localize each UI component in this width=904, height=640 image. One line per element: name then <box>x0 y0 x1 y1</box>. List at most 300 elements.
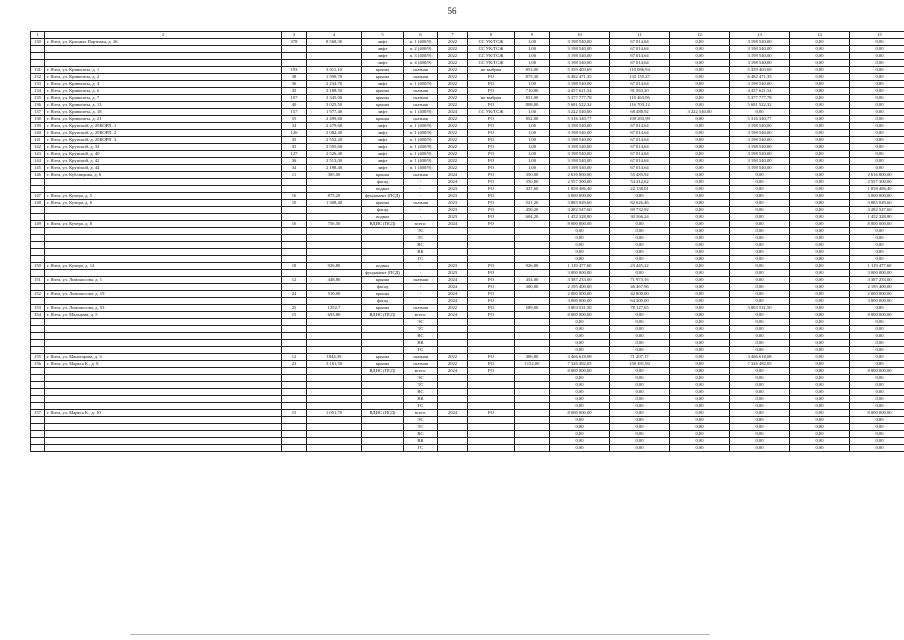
table-cell: п. 1 (400/9) <box>404 151 438 158</box>
table-cell: 2 082,40 <box>307 130 362 137</box>
table-cell <box>468 326 515 333</box>
table-cell <box>282 235 307 242</box>
table-cell: 0,00 <box>790 263 850 270</box>
table-cell: лифт <box>362 53 404 60</box>
table-cell: 55 <box>282 116 307 123</box>
table-cell: 116 703,12 <box>610 102 670 109</box>
table-cell: 0,00 <box>550 326 610 333</box>
table-cell: ТС <box>404 382 438 389</box>
table-cell: лифт <box>362 158 404 165</box>
table-cell: - <box>404 207 438 214</box>
table-cell <box>362 438 404 445</box>
table-cell: РО <box>468 144 515 151</box>
table-row <box>31 193 904 200</box>
table-cell <box>307 298 362 305</box>
table-cell: 0,00 <box>610 256 670 263</box>
table-cell <box>438 396 468 403</box>
table-cell <box>45 235 282 242</box>
table-cell: г. Ялта, ул. Кублицкова, д. 6 <box>45 172 282 179</box>
table-cell <box>307 46 362 53</box>
table-cell: 107 <box>282 95 307 102</box>
table-cell: 0,00 <box>610 431 670 438</box>
table-cell: 3 000 000,00 <box>850 270 904 277</box>
table-row <box>31 403 904 410</box>
table-cell: 1,00 <box>515 39 550 46</box>
table-cell: 67 014,64 <box>610 53 670 60</box>
table-row <box>31 200 904 207</box>
table-cell: 0,00 <box>670 291 730 298</box>
table-cell: 604,20 <box>515 214 550 221</box>
table-cell: 3 466 618,08 <box>730 354 790 361</box>
table-cell: 3 198 540,00 <box>550 39 610 46</box>
table-cell: подвал <box>362 214 404 221</box>
table-cell: 0,00 <box>550 235 610 242</box>
table-cell: 300,00 <box>515 284 550 291</box>
table-row <box>31 95 904 102</box>
table-cell: 1,00 <box>515 53 550 60</box>
table-cell: 926,80 <box>515 263 550 270</box>
table-cell: 2022 <box>438 53 468 60</box>
table-cell: лифт <box>362 60 404 67</box>
table-cell: 130 <box>31 39 45 46</box>
table-cell <box>307 368 362 375</box>
table-cell: 693,80 <box>307 312 362 319</box>
table-cell: 16 <box>282 193 307 200</box>
table-cell: 3 198 540,00 <box>730 144 790 151</box>
table-cell: 134 <box>31 88 45 95</box>
table-cell: 2024 <box>438 410 468 417</box>
table-cell <box>515 431 550 438</box>
table-cell <box>468 445 515 452</box>
table-row <box>31 340 904 347</box>
table-cell: 2022 <box>438 74 468 81</box>
table-cell <box>307 445 362 452</box>
table-cell <box>438 417 468 424</box>
table-cell: 42 800,00 <box>610 291 670 298</box>
table-row <box>31 60 904 67</box>
table-cell: 3 198 540,00 <box>550 158 610 165</box>
table-cell <box>515 403 550 410</box>
table-cell: 3 198 540,00 <box>550 81 610 88</box>
table-cell: 23 <box>282 361 307 368</box>
table-cell: 67 014,64 <box>610 81 670 88</box>
table-cell: п. 3 (400/9) <box>404 53 438 60</box>
table-cell: СС УК/ТСЖ <box>468 39 515 46</box>
table-cell: 0,00 <box>790 67 850 74</box>
table-cell: 0,00 <box>850 319 904 326</box>
table-cell: ВДИС (ПСД) <box>362 410 404 417</box>
table-cell: 2 198,40 <box>307 165 362 172</box>
table-row <box>31 424 904 431</box>
table-cell: крыша <box>362 354 404 361</box>
table-cell: РО <box>468 165 515 172</box>
table-cell: 0,00 <box>550 382 610 389</box>
table-cell: 2022 <box>438 60 468 67</box>
table-cell: 0,00 <box>790 277 850 284</box>
table-cell: 0,00 <box>790 95 850 102</box>
table-cell: 2024 <box>438 221 468 228</box>
table-cell: 0,00 <box>790 74 850 81</box>
table-cell <box>438 235 468 242</box>
table-row <box>31 137 904 144</box>
table-row <box>31 158 904 165</box>
table-cell: - <box>404 179 438 186</box>
table-cell: лифт <box>362 137 404 144</box>
table-cell: 0,00 <box>670 81 730 88</box>
table-cell <box>515 438 550 445</box>
table-cell: 0,00 <box>790 270 850 277</box>
table-cell: г. Ялта, ул. Маркса К., д. 10 <box>45 410 282 417</box>
table-cell: 0,00 <box>850 438 904 445</box>
table-cell: лифт <box>362 46 404 53</box>
table-cell: 0,00 <box>850 228 904 235</box>
table-cell <box>515 410 550 417</box>
table-cell <box>515 396 550 403</box>
table-cell: 808,00 <box>515 102 550 109</box>
table-cell: 3 198 540,00 <box>550 137 610 144</box>
table-cell <box>515 347 550 354</box>
table-cell: фасад <box>362 284 404 291</box>
table-cell <box>468 396 515 403</box>
table-cell <box>282 256 307 263</box>
table-cell <box>307 326 362 333</box>
table-cell: 0,00 <box>730 445 790 452</box>
table-cell: 3 011,10 <box>307 67 362 74</box>
table-cell: 0,00 <box>610 410 670 417</box>
table-cell: 0,00 <box>790 445 850 452</box>
table-cell <box>282 340 307 347</box>
table-cell: скатная <box>404 277 438 284</box>
table-cell <box>45 249 282 256</box>
table-cell: 0,00 <box>550 417 610 424</box>
table-cell <box>31 53 45 60</box>
table-cell <box>282 382 307 389</box>
table-cell: 67 014,64 <box>610 137 670 144</box>
table-cell: 0,00 <box>730 200 790 207</box>
table-cell: 5 316 340,77 <box>730 116 790 123</box>
table-cell: 82 626,46 <box>610 200 670 207</box>
table-cell: 0,00 <box>730 382 790 389</box>
table-cell: 153 <box>31 305 45 312</box>
table-cell: 0,00 <box>730 403 790 410</box>
table-row <box>31 123 904 130</box>
table-cell <box>31 228 45 235</box>
table-cell: 145 <box>31 165 45 172</box>
table-cell <box>31 207 45 214</box>
table-cell: РО <box>468 200 515 207</box>
table-row <box>31 396 904 403</box>
table-cell <box>468 319 515 326</box>
table-cell: 0,00 <box>790 284 850 291</box>
table-cell: РО <box>468 116 515 123</box>
table-cell: 0,00 <box>850 354 904 361</box>
table-cell: 0,00 <box>730 179 790 186</box>
table-row <box>31 389 904 396</box>
table-row <box>31 151 904 158</box>
table-cell: 0,00 <box>790 179 850 186</box>
table-cell <box>362 347 404 354</box>
table-cell: 0,00 <box>730 207 790 214</box>
table-cell: крыша <box>362 305 404 312</box>
table-cell: 5 681 522,32 <box>550 102 610 109</box>
table-cell: 143 <box>31 151 45 158</box>
table-cell: 3 198 540,00 <box>730 151 790 158</box>
table-cell: 0,00 <box>850 123 904 130</box>
table-cell: 71 207,17 <box>610 354 670 361</box>
table-cell <box>282 396 307 403</box>
table-cell: 0,00 <box>610 417 670 424</box>
table-cell: РО <box>468 123 515 130</box>
table-cell: 2024 <box>438 179 468 186</box>
table-cell: 1,00 <box>515 109 550 116</box>
table-cell: всего: <box>404 312 438 319</box>
table-cell: 0,00 <box>790 123 850 130</box>
table-cell: скатная <box>404 172 438 179</box>
table-cell: 0,00 <box>790 326 850 333</box>
table-cell <box>45 396 282 403</box>
table-cell: 3 387 233,00 <box>850 277 904 284</box>
table-cell <box>307 403 362 410</box>
table-cell: 0,00 <box>850 333 904 340</box>
table-cell: 756,50 <box>307 221 362 228</box>
table-cell <box>282 424 307 431</box>
table-cell: 3 198 540,00 <box>550 53 610 60</box>
table-cell <box>362 340 404 347</box>
table-cell: 2 526,40 <box>307 151 362 158</box>
table-cell: 133 <box>31 81 45 88</box>
table-cell <box>282 186 307 193</box>
table-cell <box>45 60 282 67</box>
table-cell: г. Ялта, ул. Крупской, д. 20КОРП. 1 <box>45 123 282 130</box>
table-cell <box>515 382 550 389</box>
table-cell: лифт <box>362 81 404 88</box>
table-cell: 67 014,64 <box>610 158 670 165</box>
table-cell <box>45 53 282 60</box>
table-cell: 1,00 <box>515 123 550 130</box>
table-cell: 0,00 <box>790 130 850 137</box>
table-cell: РО <box>468 284 515 291</box>
table-cell: 0,00 <box>550 403 610 410</box>
table-row <box>31 172 904 179</box>
table-cell: г. Ялта, ул. Красных Партизан, д. 26 <box>45 39 282 46</box>
table-row <box>31 438 904 445</box>
table-cell: 67 014,64 <box>610 60 670 67</box>
table-cell <box>515 256 550 263</box>
table-cell: 0,00 <box>550 347 610 354</box>
table-cell: 0,00 <box>730 368 790 375</box>
table-cell: скатная <box>404 88 438 95</box>
table-cell: крыша <box>362 200 404 207</box>
table-cell: 67 014,64 <box>610 130 670 137</box>
table-row <box>31 53 904 60</box>
table-cell: 3 198 540,00 <box>550 46 610 53</box>
table-cell: 2 195 400,00 <box>850 284 904 291</box>
table-cell: СС УК/ТСЖ <box>468 53 515 60</box>
table-cell <box>307 340 362 347</box>
table-cell: 0,00 <box>670 389 730 396</box>
table-cell: 3 161,50 <box>307 361 362 368</box>
table-cell: 3 198 540,00 <box>730 53 790 60</box>
table-cell: ТС <box>404 424 438 431</box>
table-cell <box>438 249 468 256</box>
table-cell: 2022 <box>438 81 468 88</box>
table-cell: ЭС <box>404 228 438 235</box>
table-cell: 7 326 482,05 <box>730 361 790 368</box>
table-cell <box>515 242 550 249</box>
table-cell: 2024 <box>438 172 468 179</box>
table-cell: 3 198 540,00 <box>550 165 610 172</box>
table-cell <box>307 417 362 424</box>
table-cell: 0,00 <box>550 389 610 396</box>
table-row <box>31 270 904 277</box>
table-cell: 0,00 <box>730 235 790 242</box>
table-cell: 110 086,94 <box>610 67 670 74</box>
table-cell: 0,00 <box>670 417 730 424</box>
table-cell: 91 563,20 <box>610 88 670 95</box>
table-cell: 2024 <box>438 368 468 375</box>
table-cell: - <box>404 284 438 291</box>
table-cell: 0,00 <box>730 375 790 382</box>
table-cell: 0,00 <box>790 102 850 109</box>
table-cell: 0,00 <box>670 410 730 417</box>
table-cell: 0,00 <box>730 221 790 228</box>
table-cell: 0,00 <box>850 403 904 410</box>
table-cell <box>468 256 515 263</box>
table-cell: 150 491,94 <box>610 361 670 368</box>
table-cell: крыша <box>362 102 404 109</box>
table-cell: всего: <box>404 410 438 417</box>
table-cell: 0,00 <box>670 116 730 123</box>
table-cell <box>31 389 45 396</box>
table-cell <box>282 284 307 291</box>
table-cell: 25 <box>282 305 307 312</box>
table-row <box>31 382 904 389</box>
table-cell <box>31 46 45 53</box>
table-cell: скатная <box>404 95 438 102</box>
table-cell: 0,00 <box>730 193 790 200</box>
table-cell: 8 000 000,00 <box>850 312 904 319</box>
table-cell: 0,00 <box>850 305 904 312</box>
table-cell <box>307 438 362 445</box>
table-cell: 0,00 <box>610 389 670 396</box>
table-cell: 2024 <box>438 109 468 116</box>
table-cell: РО <box>468 172 515 179</box>
table-cell <box>362 333 404 340</box>
table-cell: п. 1 (400/9) <box>404 158 438 165</box>
table-cell: 0,00 <box>790 312 850 319</box>
table-row <box>31 333 904 340</box>
table-cell: 2022 <box>438 305 468 312</box>
table-cell: 0,00 <box>670 95 730 102</box>
table-cell: г. Ялта, ул. Мальцева, д. 5 <box>45 312 282 319</box>
table-cell <box>31 242 45 249</box>
table-cell: ГС <box>404 403 438 410</box>
table-cell <box>45 431 282 438</box>
table-cell: 0,00 <box>610 242 670 249</box>
table-cell: 46 467,96 <box>610 284 670 291</box>
table-cell <box>282 417 307 424</box>
table-cell <box>31 333 45 340</box>
table-cell <box>31 249 45 256</box>
table-cell: 510,00 <box>307 291 362 298</box>
table-cell: 148 <box>31 200 45 207</box>
table-cell: 5 377 777,78 <box>730 95 790 102</box>
table-cell <box>468 431 515 438</box>
table-row <box>31 326 904 333</box>
table-cell <box>31 235 45 242</box>
table-cell <box>45 333 282 340</box>
table-cell: 138 <box>31 116 45 123</box>
table-cell: 6 482 471,35 <box>550 74 610 81</box>
table-cell: 0,00 <box>730 312 790 319</box>
table-cell <box>307 382 362 389</box>
table-cell: 378 <box>282 39 307 46</box>
table-row <box>31 130 904 137</box>
table-cell: 132 <box>31 74 45 81</box>
table-row <box>31 39 904 46</box>
table-cell: 78 127,65 <box>610 305 670 312</box>
table-cell: РО <box>468 74 515 81</box>
table-cell <box>515 424 550 431</box>
table-cell <box>438 445 468 452</box>
table-cell: 0,00 <box>670 123 730 130</box>
table-cell: 3 803 531,50 <box>550 305 610 312</box>
table-cell <box>307 424 362 431</box>
table-cell: 0,00 <box>850 375 904 382</box>
header-row <box>31 32 904 39</box>
table-cell: 0,00 <box>730 263 790 270</box>
table-cell: 3 198 540,00 <box>730 130 790 137</box>
table-cell: 12 <box>282 354 307 361</box>
table-cell: 0,00 <box>730 431 790 438</box>
table-cell <box>31 417 45 424</box>
table-cell: 2023 <box>438 270 468 277</box>
table-cell <box>438 340 468 347</box>
table-cell <box>282 298 307 305</box>
table-cell: 68 488,92 <box>610 109 670 116</box>
table-cell: 0,00 <box>670 354 730 361</box>
table-cell <box>362 249 404 256</box>
table-cell: 12 <box>282 277 307 284</box>
table-cell: 875,20 <box>307 193 362 200</box>
table-cell: 0,00 <box>850 347 904 354</box>
table-cell: 3 198 540,00 <box>730 46 790 53</box>
table-cell: 0,00 <box>790 200 850 207</box>
table-cell: крыша <box>362 291 404 298</box>
table-cell: 0,00 <box>610 368 670 375</box>
table-cell <box>31 382 45 389</box>
table-cell: 0,00 <box>790 186 850 193</box>
table-cell: 0,00 <box>790 193 850 200</box>
table-cell: 0,00 <box>850 74 904 81</box>
table-cell: 156 <box>31 361 45 368</box>
table-cell <box>438 389 468 396</box>
table-row <box>31 109 904 116</box>
table-cell: 4 457 621,54 <box>550 88 610 95</box>
table-cell <box>31 340 45 347</box>
table-cell: 1152,00 <box>515 361 550 368</box>
table-cell: ЭС <box>404 375 438 382</box>
table-cell: СС УК/ТСЖ <box>468 60 515 67</box>
table-cell: 0,00 <box>610 333 670 340</box>
table-cell <box>45 389 282 396</box>
table-cell: 0,00 <box>550 375 610 382</box>
table-cell: 0,00 <box>730 270 790 277</box>
table-cell: 2022 <box>438 158 468 165</box>
table-cell: 2023 <box>438 200 468 207</box>
table-cell: 0,00 <box>550 256 610 263</box>
table-cell <box>307 249 362 256</box>
